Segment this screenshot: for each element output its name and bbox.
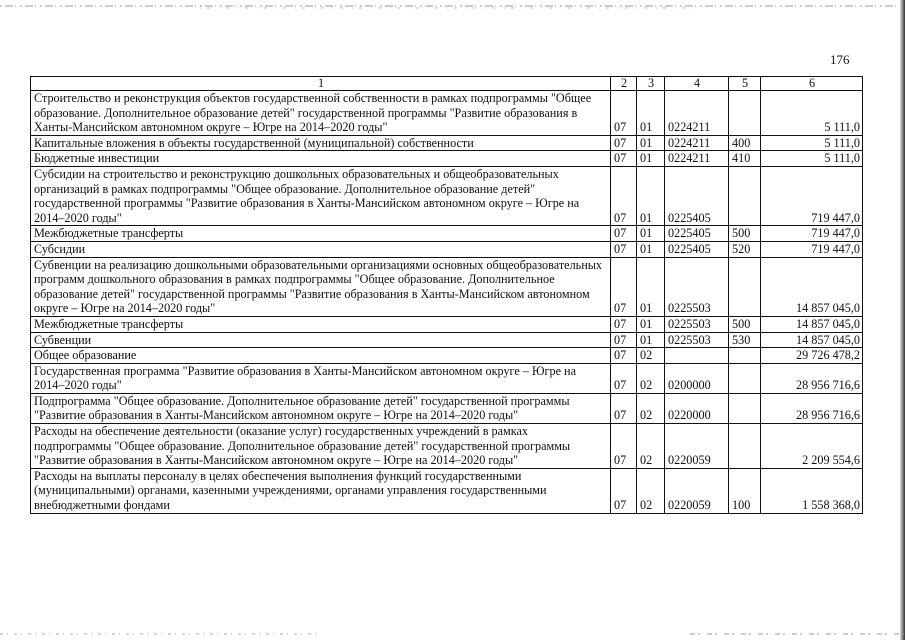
row-section-cell: 07 [611,393,637,423]
row-name-cell: Межбюджетные трансферты [31,316,611,332]
row-type-cell [729,348,761,364]
row-target-cell: 0224211 [665,91,729,136]
row-target-cell: 0224211 [665,151,729,167]
page-edge-shadow [900,0,905,640]
row-subsection-cell: 01 [637,226,665,242]
row-section-cell: 07 [611,166,637,225]
table-row [31,166,863,225]
row-amount-cell: 719 447,0 [761,166,863,225]
table-row [31,348,863,364]
row-target-cell: 0224211 [665,135,729,151]
scan-artifact-bottom [0,630,905,638]
table-row [31,257,863,316]
row-section-cell: 07 [611,424,637,469]
row-target-cell: 0225405 [665,241,729,257]
row-target-cell: 0225503 [665,332,729,348]
column-header: 2 [611,77,637,91]
row-section-cell: 07 [611,316,637,332]
row-section-cell: 07 [611,348,637,364]
table-row [31,316,863,332]
table-row [31,424,863,469]
table-row [31,91,863,136]
row-subsection-cell: 02 [637,468,665,513]
table-row [31,226,863,242]
row-subsection-cell: 02 [637,363,665,393]
row-type-cell [729,424,761,469]
column-header: 3 [637,77,665,91]
page-number: 176 [830,52,850,67]
row-amount-cell: 719 447,0 [761,241,863,257]
row-target-cell: 0200000 [665,363,729,393]
table-header-row [31,77,863,91]
column-header: 4 [665,77,729,91]
row-section-cell: 07 [611,91,637,136]
column-header: 1 [31,77,611,91]
column-header: 5 [729,77,761,91]
table-row [31,363,863,393]
row-target-cell: 0220000 [665,393,729,423]
row-section-cell: 07 [611,226,637,242]
row-subsection-cell: 01 [637,135,665,151]
row-name-cell: Капитальные вложения в объекты государственной (муниципальной) собственности [31,135,611,151]
row-subsection-cell: 01 [637,241,665,257]
row-type-cell: 100 [729,468,761,513]
row-type-cell: 530 [729,332,761,348]
row-amount-cell: 1 558 368,0 [761,468,863,513]
row-subsection-cell: 01 [637,166,665,225]
row-name-cell: Субсидии на строительство и реконструкцию дошкольных образовательных и общеобразовательных организаций в рамках подпрограммы "Общее образование. Дополнительное образование детей" государственной программы "Развитие образования в Ханты-Мансийском автономном округе – Югре на 2014–2020 годы" [31,166,611,225]
row-subsection-cell: 01 [637,257,665,316]
row-subsection-cell: 02 [637,424,665,469]
row-name-cell: Расходы на выплаты персоналу в целях обеспечения выполнения функций государственными (муниципальными) органами, казенными учреждениями, органами управления государственными внебюджетными фондами [31,468,611,513]
row-target-cell: 0225503 [665,316,729,332]
row-amount-cell: 29 726 478,2 [761,348,863,364]
row-name-cell: Субвенции на реализацию дошкольными образовательными организациями основных общеобразовательных программ дошкольного образования в рамках подпрограммы "Общее образование. Дополнительное образование детей" государственной программы "Развитие образования в Ханты-Мансийском автономном округе – Югре на 2014–2020 годы" [31,257,611,316]
row-target-cell: 0225405 [665,166,729,225]
row-amount-cell: 5 111,0 [761,91,863,136]
row-section-cell: 07 [611,135,637,151]
row-name-cell: Государственная программа "Развитие образования в Ханты-Мансийском автономном округе – Югре на 2014–2020 годы" [31,363,611,393]
row-subsection-cell: 01 [637,316,665,332]
row-type-cell: 410 [729,151,761,167]
row-subsection-cell: 02 [637,393,665,423]
row-target-cell: 0225503 [665,257,729,316]
row-subsection-cell: 01 [637,151,665,167]
budget-table [30,76,863,514]
table-row [31,241,863,257]
row-amount-cell: 14 857 045,0 [761,332,863,348]
row-section-cell: 07 [611,257,637,316]
row-name-cell: Строительство и реконструкция объектов государственной собственности в рамках подпрограммы "Общее образование. Дополнительное образование детей" государственной программы "Развитие образования в Ханты-Мансийском автономном округе – Югре на 2014–2020 годы" [31,91,611,136]
row-section-cell: 07 [611,468,637,513]
row-amount-cell: 719 447,0 [761,226,863,242]
table-row [31,393,863,423]
row-target-cell: 0220059 [665,468,729,513]
row-amount-cell: 2 209 554,6 [761,424,863,469]
row-section-cell: 07 [611,241,637,257]
row-section-cell: 07 [611,363,637,393]
row-type-cell [729,91,761,136]
row-type-cell [729,257,761,316]
row-subsection-cell: 01 [637,91,665,136]
row-section-cell: 07 [611,332,637,348]
row-section-cell: 07 [611,151,637,167]
row-type-cell [729,166,761,225]
row-name-cell: Межбюджетные трансферты [31,226,611,242]
row-amount-cell: 5 111,0 [761,151,863,167]
row-type-cell [729,393,761,423]
row-type-cell: 520 [729,241,761,257]
column-header: 6 [761,77,863,91]
row-type-cell: 400 [729,135,761,151]
row-subsection-cell: 01 [637,332,665,348]
row-name-cell: Субвенции [31,332,611,348]
row-amount-cell: 28 956 716,6 [761,393,863,423]
scan-artifact-top [0,2,905,12]
table-row [31,151,863,167]
row-target-cell [665,348,729,364]
row-name-cell: Расходы на обеспечение деятельности (оказание услуг) государственных учреждений в рамках подпрограммы "Общее образование. Дополнительное образование детей" государственной программы "Развитие образования в Ханты-Мансийском автономном округе – Югре на 2014–2020 годы" [31,424,611,469]
row-type-cell [729,363,761,393]
table-row [31,468,863,513]
row-type-cell: 500 [729,226,761,242]
row-subsection-cell: 02 [637,348,665,364]
row-amount-cell: 14 857 045,0 [761,257,863,316]
row-type-cell: 500 [729,316,761,332]
row-amount-cell: 28 956 716,6 [761,363,863,393]
table-row [31,135,863,151]
row-target-cell: 0225405 [665,226,729,242]
row-name-cell: Субсидии [31,241,611,257]
row-amount-cell: 14 857 045,0 [761,316,863,332]
table-row [31,332,863,348]
row-amount-cell: 5 111,0 [761,135,863,151]
row-name-cell: Подпрограмма "Общее образование. Дополнительное образование детей" государственной программы "Развитие образования в Ханты-Мансийском автономном округе – Югре на 2014–2020 годы" [31,393,611,423]
row-name-cell: Общее образование [31,348,611,364]
row-name-cell: Бюджетные инвестиции [31,151,611,167]
table-body [31,91,863,514]
row-target-cell: 0220059 [665,424,729,469]
